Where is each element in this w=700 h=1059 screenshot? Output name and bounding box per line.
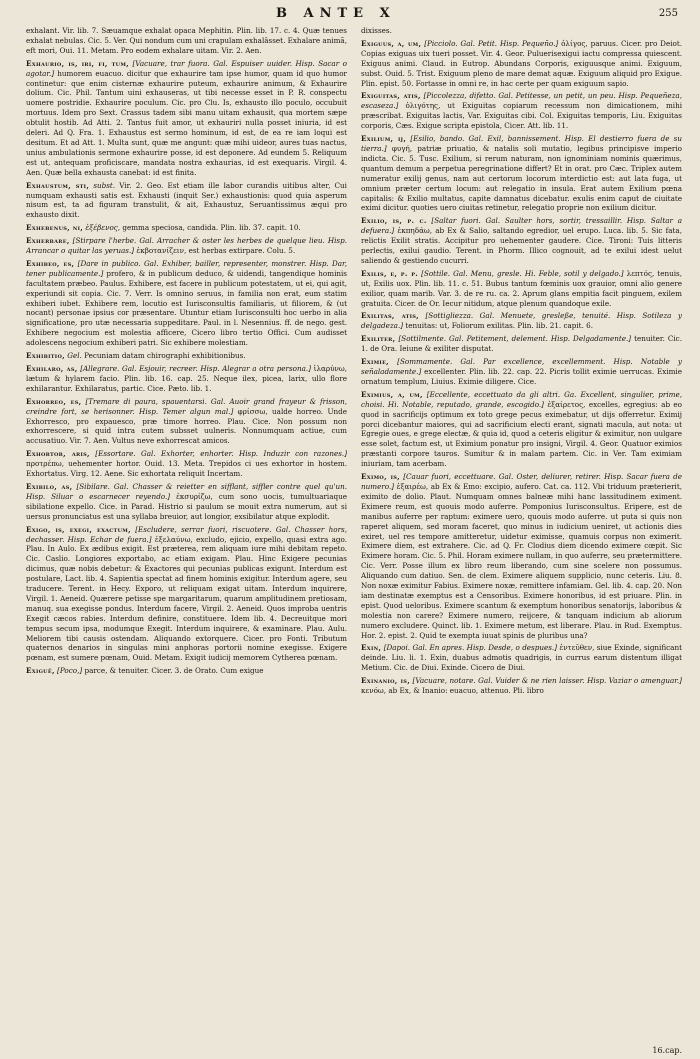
entry-body: ὀλιγότης, ut Exiguitas copiarum recessum non dimicationem, mihi præscribat. Exiguitas lactis, Var. Exiguitas cibi. Col. Exiguitas temporis, Liu. Exiguitas corporis, Cæs. Exigue scripta epistola, Cicer. Att. lib. 11. [361, 101, 682, 131]
dictionary-entry [26, 236, 347, 256]
dictionary-entry [26, 181, 347, 221]
entry-body: ἐκσυρίζω, cum sono uocis, tumultuariaque sibilatione expello. Cice. in Parad. Histrio si paulum se mouit extra numerum, aut si uersus pronunciatus est una syllaba breuior, aut longior, exsibilatur atque explodit. [26, 491, 347, 521]
entry-body: κενόω, ab Ex, & Inanio: euacuo, attenuo. Pli. libro [361, 686, 544, 696]
entry-gloss: [Sottilmente. Gal. Petitement, delement. Hisp. Delgadamente.] [398, 334, 632, 344]
page-number: 255 [658, 8, 678, 19]
entry-headword: Exibilo, as, [26, 481, 73, 491]
entry-gloss: [Saltar fuori. Gal. Saulter hors, sortir, tressaillir. Hisp. Saltar a defuera.] [361, 216, 682, 236]
dictionary-entry [361, 472, 682, 640]
entry-gloss: [Sottile. Gal. Menu, gresle. Hi. Feble, sotil y delgado.] [421, 268, 624, 278]
entry-headword: Exiliter, [361, 334, 396, 344]
entry-body: προτρέπω, uehementer hortor. Ouid. 13. Meta. Trepidos ci ues exhortor in hostem. Exhortatus. Virg. 12. Aene. Sic exhortata reliquit Incertam. [26, 459, 347, 479]
dictionary-entry [26, 351, 347, 361]
entry-body: exhalant. Vir. lib. 7. Sæuamque exhalat opaca Mephitin. Plin. lib. 17. c. 4. Quæ tenues exhalat nebulas. Cic. 5. Ver. Qui nondum cum uni crapulam exhalâsset. Exhalare animã, eft mori, Oui. 11. Metam. Pro eodem exhalare uitam. Vir. 2. Aen. [26, 26, 347, 55]
entry-gloss: [Piccolezza, difetto. Gal. Petitesse, un petit, un peu. Hisp. Pequeñeza, escaseza.] [361, 91, 682, 111]
entry-body: ἐντεῦθεν, siue Exinde, significant deinde. Liu. li. 1. Exin, duabus admotis quadrigis, in currus earum distentum illigat Metium. Cic. de Diui. Exinde. Cicero de Diui. [361, 643, 682, 673]
dictionary-entry [26, 666, 347, 676]
entry-headword: Exhebenus, ni, [26, 223, 84, 233]
entry-body: tenuitas: ut, Foliorum exilitas. Plin. lib. 21. capit. 6. [405, 321, 593, 331]
entry-headword: Exinanio, is, [361, 676, 410, 686]
entry-headword: Exin, [361, 643, 382, 653]
entry-gloss: [Allegrare. Gal. Esjouir, recreer. Hisp. Alegrar a otra persona.] [80, 364, 312, 373]
entry-body: ἐκβοτανίζειν, est herbas extirpare. Colu. 5. [136, 246, 296, 256]
entry-headword: Exhaurio, is, iri, fi, tum, [26, 58, 129, 68]
entry-gloss: [Cauar fuori, eccettuare. Gal. Oster, deliurer, retirer. Hisp. Sacar fuera de numero.] [361, 472, 682, 491]
entry-headword: Exhibitio, [26, 351, 65, 361]
dictionary-entry [26, 259, 347, 348]
entry-gloss: [Eccellente, eccettuato da gli altri. Ga. Excellent, singulier, prime, choisi. Hi. Notable, reputado, grande, escogido.] [361, 389, 682, 409]
dictionary-entry [361, 91, 682, 131]
entry-gloss: [Dapoi. Gal. En apres. Hisp. Desde, o despues.] [383, 643, 557, 653]
entry-gloss: subst. [93, 180, 116, 190]
entry-body: profero, & in publicum deduco, & uidendi, tangendique hominis facultatem præbeo. Paulus. Exhibere, est facere in publicum potestatem, ut ei, qui agit, experiundi sit copia. Cic. 7. Verr. Is omnino seruus, in familia non erat, eum statim exhiberi iubet. Exhibere rem, locutio est Iurisconsultis familiaris, ut filiorem, & (ut nocant) personae ipsius cor præsentare. Utuntur etiam Iurisconsulti hoc uerbo in alia significatione, pro utæ necessaria suppeditare. Paul. in l. Nesennius. ff. de nego. gest. Exhibere negocium est molestia afficere, Cicero libro tertio Offici. Cum audisset adolescens negocium exhiberi patri. Sic exhibere molestiam. [26, 268, 347, 348]
entry-headword: Eximie, [361, 357, 389, 367]
entry-gloss: [Vacuare, notare. Gal. Vuider & ne rien laisser. Hisp. Vaziar o amenguar.] [412, 676, 682, 686]
dictionary-entry [361, 390, 682, 469]
entry-body: ἐξαιρέω, ab Ex & Emo: excipio, aufero. Cat. ca. 112. Vbi triduum præterierit, eximito de dolio. Plaut. Numquam omnes balneæ mihi hanc lassitudinem eximent. Eximere reum, est quouis modo auferre. Pomponius Iurisconsultus. Eripere, est de manibus auferre per raptum: eximere uero, quouis modo auferre. ut puta si quis non raperet aliquem, sed moram faceret, quo minus in iudicium ueniret, ut actionis dies exiret, uel res tempore amitteretur, uidetur eximisse, quamuis corpus non eximerit. Eximere diem, est extrahere. Cic. ad Q. Fr. Clodius diem dicendo eximere cœpit. Sic Eximere horam. Cic. 5. Phil. Horam eximere nullam, in quo auferre, seu prætermittere. Cic. Verr. Posse illum ex libro reum liberando, cum sine scelere non possumus. Aliquando cum datiuo. Sen. de clem. Eximere aliquem supplicio, nunc ceteris. Liu. 8. Non noxæ eximitur Fabius. Eximere noxæ, remittere infamiam. Gel. lib. 4. cap. 20. Non iam destinatæ exemptus est a Censoribus. Eximere honoribus, id est priuare. Plin. in epist. Quod ueloribus. Eximere scantum & exemptum honoribus senatorijs, laboribus & molestia non carere? Eximere numero, reijcere, & tanquam indicium ab aliorum numero excludere. Quinct. lib. 1. Eximere metum, est liberare. Plau. in Rud. Exemptus. Hor. 2. epist. 2. Quid te exempta iuuat spinis de pluribus una? [361, 481, 682, 640]
entry-gloss: [Escludere, serrar fuori, riscuotere. Gal. Chasser hors, dechasser. Hisp. Echar de fuera.] [26, 524, 347, 544]
running-head [26, 4, 682, 26]
entry-body: λεπτός, tenuis, ut, Exilis uox. Plin. lib. 11. c. 51. Bubus tantum fœminis uox grauior, omni alio genere exilior, quam marib. Var. 3. de re ru. ca. 2. Aprum glans empitia facit pinguem, exilem gratuita. Cicer. de Or. Iecur nitidum, atque plenum quandoque exile. [361, 268, 682, 308]
dictionary-entry [26, 397, 347, 447]
entry-body: parce, & tenuiter. Cicer. 3. de Orato. Cum exigue [84, 666, 264, 676]
dictionary-entry [361, 39, 682, 89]
entry-headword: Exilitas, atis, [361, 311, 419, 321]
dictionary-entry [361, 311, 682, 331]
entry-headword: Exiguitas, atis, [361, 91, 421, 101]
dictionary-entry [26, 59, 347, 178]
entry-gloss: [Sibilare. Gal. Chasser & reietter en sifflant, siffler contre quel qu'un. Hisp. Siluar o escarnecer reyendo.] [26, 481, 347, 501]
entry-body: excellenter. Plin. lib. 22. cap. 22. Picris tollit eximie uerrucas. Eximie ornatum templum, Liuius. Eximie diligere. Cice. [361, 367, 682, 386]
entry-body: φυγή, patriæ priuatio, & natalis soli mutatio, legibus principisve imperio indicta. Cic. 5. Tusc. Exilium, si rerum naturam, non ignominiam nominis quærimus, quantum demum a perpetua peregrinatione differt? Et in orat. pro Cæc. Triplex autem numeratur exilij genus, nam aut certorum locorum interdictio est: aut lata fuga, ut omnium præter certum locum: aut relegatio in insula. Erat autem Exilium pœna capitalis: & Exilio multatus, capite damnatus dicebatur. exulis enim caput de ciuitate eximi dicitur. quoties uero ciuitas retinetur, relegatio proprie non exilium dicitur. [361, 143, 682, 213]
entry-body: ἐξαίρετος, excelles, egregius: ab eo quod in sacrificijs optimum ex toto grege pecus eximebatur, ut dijs offerretur. Eximij porci dicebantur maiores, qui ad sacrificium electi erant, signati macula, aut nota: ut Egregie oues, e grege electæ, & quia id, quod a ceteris eligitur & eximitur, non uulgare esse solet, factum est, ut Eximium ponatur pro insigni, Virgil. 4. Geor. Quatuor eximios præstanti corpore tauros. Sumitur & in malam partem. Cic. in Ver. Tam eximiam iniuriam, tam acerbam. [361, 399, 682, 469]
dictionary-entry [26, 525, 347, 664]
dictionary-entry [361, 134, 682, 213]
entry-headword: Exherbare, [26, 236, 70, 246]
entry-body: Pecuniam datam chirographi exhibitionibus. [84, 351, 246, 361]
entry-headword: Exhibeo, es, [26, 258, 75, 268]
entry-body: ἐκπηδάω, ab Ex & Salio, saltando egredior, uel erupo. Luca. lib. 5. Sic fata, relictis Exilit stratis. Accipitur pro uehementer gaudere. Cice. Tironi: Tuis litteris perlectis, exilui gaudio. Terent. in Phorm. Illico cognouit, ad te exilui idest uelut saliendo & gestiendo cucurri. [361, 226, 682, 265]
dictionary-entry [26, 223, 347, 233]
entry-headword: Exhorreo, es, [26, 396, 82, 406]
entry-headword: Exhortor, aris, [26, 449, 90, 459]
dictionary-entry [26, 26, 347, 56]
entry-gloss: [Essortare. Gal. Exhorter, enhorter. Hisp. Induzir con razones.] [95, 449, 347, 459]
entry-headword: Eximo, is, [361, 472, 400, 482]
running-head-title: B ANTE X [276, 6, 396, 21]
entry-headword: Exigo, is, exegi, exactum, [26, 524, 131, 534]
entry-body: dixisses. [361, 26, 392, 35]
entry-gloss: [Poco,] [57, 666, 83, 676]
left-column [26, 26, 347, 1056]
entry-gloss: [Stirpare l'herbe. Gal. Arracher & oster les herbes de quelque lieu. Hisp. Arrancar o quitar las yeruas.] [26, 236, 347, 256]
dictionary-entry [361, 334, 682, 354]
dictionary-entry [26, 364, 347, 394]
entry-body: ἱλαρύνω, lætum & hylarem facio. Plin. lib. 16. cap. 25. Neque ilex, picea, larix, ullo flore exhilarantur. Exhilaratus, partic. Cice. Pæto. lib. 1. [26, 364, 347, 393]
entry-gloss: ἐξέβενος, [85, 223, 121, 233]
entry-gloss: Gel. [67, 351, 82, 361]
dictionary-entry [361, 216, 682, 266]
dictionary-entry [26, 449, 347, 479]
entry-gloss: [Esilio, bando. Gal. Exil, bannissement. Hisp. El destierro fuera de su tierra.] [361, 134, 682, 153]
entry-headword: Exiguë, [26, 666, 55, 676]
dictionary-entry [361, 26, 682, 36]
entry-headword: Eximius, a, um, [361, 389, 423, 399]
entry-body: Vir. 2. Geo. Est etiam ille labor curandis uitibus alter, Cui numquam exhausti satis est. Exhausti (inquit Ser.) exhaustionis: quod quia asperum nisum est, ta ad figuram transtulit, & ait, Exhaustuz, Seruantissimus æqui pro exhausto dixit. [26, 180, 347, 220]
entry-headword: Exiguus, a, um, [361, 38, 422, 48]
entry-gloss: [Sottigliezza. Gal. Menuete, gresleße, tenuité. Hisp. Sotileza y delgadeza.] [361, 311, 682, 331]
text-columns [26, 26, 682, 1056]
entry-gloss: [Dare in publico. Gal. Exhiber, bailler, representer, monstrer. Hisp. Dar, tener publicamente.] [26, 258, 347, 278]
entry-headword: Exhilaro, as, [26, 364, 78, 373]
entry-body: gemma speciosa, candida. Plin. lib. 37. capit. 10. [122, 223, 301, 233]
entry-headword: Exilio, is, p. c. [361, 216, 427, 226]
entry-body: ἐξελαύνω, excludo, ejicio, expello, quasi extra ago. Plau. In Aulo. Ex ædibus exigit. Est præterea, rem aliquam iure mihi debitam repeto. Cic. Caslio. Longiores exportabo, ac etiam exigam. Plau. Hinc Exigere pecunias dicimus, quæ nobis debetur: & Exactores qui pecunias publicas exigunt. Interdum est postulare, Lact. lib. 4. Sapientia spectat ad finem hominis exigitur. Interdum agere, seu traducere. Terent. in Hecy. Exporo, ut reliquam exigat uitam. Interdum inquirere, Virgil. 1. Aeneid. Quærere petisse spe margaritarum, quarum amplitudinem pretiosam, manuq. sua exegisse pondus. Interdum facere, Virgil. 2. Aeneid. Quos improba uentris Exegit cæcos rabies. Interdum definire, constituere. Idem lib. 4. Decreuitque mori tempus secum ipsa, modumque Exegit. Interdum inquirere, & examinare. Plau. Aulu. Meliorem tibi causis ostendam. Aliquando extorquere. Cicer. pro Fonti. Tributum quaternos denarios in singulas mini anphoras portorii nomine exegisse. Exigere pœnam, est sumere pœnam, Ouid. Metam. Exigit iudicij memorem Cytherea pœnam. [26, 534, 347, 663]
dictionary-entry [26, 482, 347, 522]
right-column [361, 26, 682, 1056]
entry-body: φρίσσω, ualde horreo. Unde Exhorresco, pro expauesco, præ timore horreo. Plau. Cice. Non possum non exhorrescere, si quid intra cutem subsset uulneris. Nonnumquam actiue, cum accusatiuo. Vir. 7. Aen. Vultus neve exhorrescat amicos. [26, 406, 347, 446]
dictionary-entry [361, 269, 682, 309]
entry-gloss: [Sommamente. Gal. Par excellence, excellemment. Hisp. Notable y señaladamente.] [361, 357, 682, 376]
catchword: 16.cap. [652, 1046, 682, 1055]
dictionary-entry [361, 643, 682, 673]
entry-gloss: [Tremare di paura, spauentarsi. Gal. Auoir grand frayeur & frisson, creindre fort, se herisonner. Hisp. Temer algun mal.] [26, 396, 347, 416]
entry-body: ὀλίγος, paruus. Cicer. pro Deiot. Copias exiguas uix tueri posset. Vir. 4. Geor. Puluerisexigui iactu compressa quiescent. Exiguus animi. Claud. in Eutrop. Abundans Corporis, exiguusque animi. Exiguum, subst. Ouid. 5. Trist. Exiguum pleno de mare demat aquæ. Exiguum aliquid pro Exigue. Plin. epist. 50. Fortasse in omni re, in hac certe per quam exiguum sapio. [361, 38, 682, 88]
dictionary-entry [361, 676, 682, 696]
entry-gloss: [Vacuare, trar fuora. Gal. Espuiser uuider. Hisp. Sacar o agotar.] [26, 58, 347, 78]
dictionary-entry [361, 357, 682, 387]
entry-body: humorem euacuo. dicitur que exhaurire tam ipse humor, quam id quo humor continetur: que enim cisternæ exhaurire puteum, exhaurire animum, & Exhaurire dolium. Cic. Phil. Tantum uini exhauseras, ut tibi necesse esset in P. R. conspectu uomere postridie. Exhaurire poculum. Cic. pro Clu. Is, exhausto illo poculo, occubuit mortuus. Idem pro Sext. Crassus tadem sibi manu uitam exhausit, qua mortem sæpe obtulit hostib. Ad Atti. 2. Tantus fuit amor, ut exhauriri nulla posset iniuria, id est deleri. Ad Q. Fra. 1. Exhaustus est sermo hominum, id est, de ea re iam loqui est desitum. Et ad Att. 1. Multa sunt, quæ me angunt: quæ mihi uideor, aures tuas nactus, unius ambulationis sermone exhaurire posse, id est deponere. Ad eundem 5. Reliquum est ut, antequam proficiscare, mandata nostra exhaurias, id est exequaris. Virgil. 4. Aen. Quæ bella exhausta canebat: id est finita. [26, 68, 347, 177]
entry-headword: Exhaustum, sti, [26, 180, 90, 190]
entry-body: tenuiter. Cic. 1. de Ora. Ieiune & exiliter disputat. [361, 334, 682, 354]
entry-headword: Exilium, ij, [361, 134, 407, 144]
entry-headword: Exilis, e, p. p. [361, 268, 419, 278]
entry-gloss: [Picciolo. Gal. Petit. Hisp. Pequeño.] [424, 38, 559, 48]
